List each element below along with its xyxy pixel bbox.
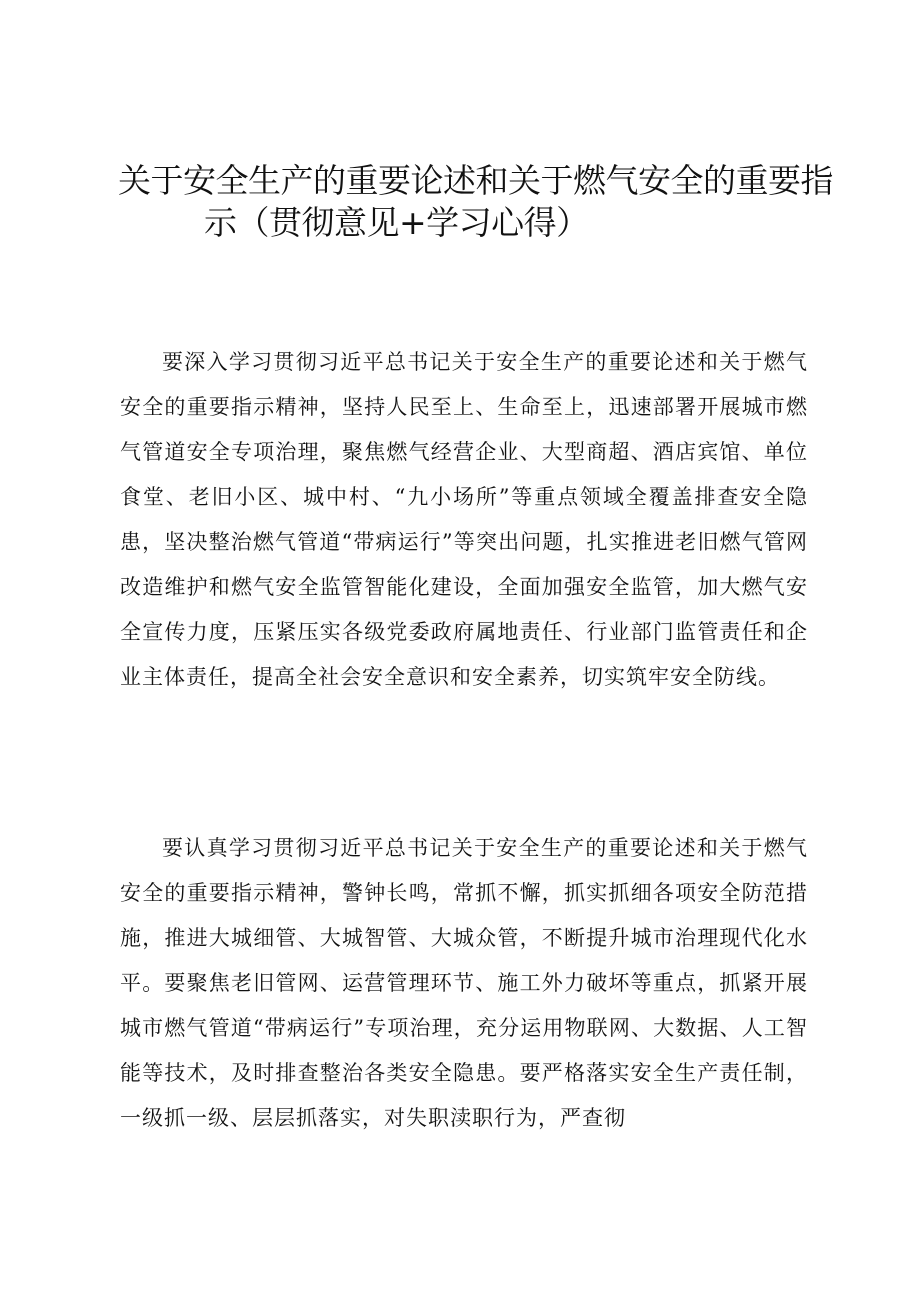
title-line-1: 关于安全生产的重要论述和关于燃气安全的重要指 (118, 161, 833, 200)
paragraph-1: 要深入学习贯彻习近平总书记关于安全生产的重要论述和关于燃气安全的重要指示精神，坚持人民至上、生命至上，迅速部署开展城市燃气管道安全专项治理，聚焦燃气经营企业、大型商超、酒店宾馆、单位食堂、老旧小区、城中村、“九小场所”等重点领域全覆盖排查安全隐患，坚决整治燃气管道“带病运行”等突出问题，扎实推进老旧燃气管网改造维护和燃气安全监管智能化建设，全面加强安全监管，加大燃气安全宣传力度，压紧压实各级党委政府属地责任、行业部门监管责任和企业主体责任，提高全社会安全意识和安全素养，切实筑牢安全防线。 (120, 350, 808, 689)
title-line-2: 示（贯彻意见+学习心得） (204, 203, 589, 242)
paragraph-2: 要认真学习贯彻习近平总书记关于安全生产的重要论述和关于燃气安全的重要指示精神，警钟长鸣，常抓不懈，抓实抓细各项安全防范措施，推进大城细管、大城智管、大城众管，不断提升城市治理现代化水平。要聚焦老旧管网、运营管理环节、施工外力破坏等重点，抓紧开展城市燃气管道“带病运行”专项治理，充分运用物联网、大数据、人工智能等技术，及时排查整治各类安全隐患。要严格落实安全生产责任制，一级抓一级、层层抓落实，对失职渎职行为，严查彻 (120, 836, 808, 1130)
document-title (118, 160, 833, 244)
